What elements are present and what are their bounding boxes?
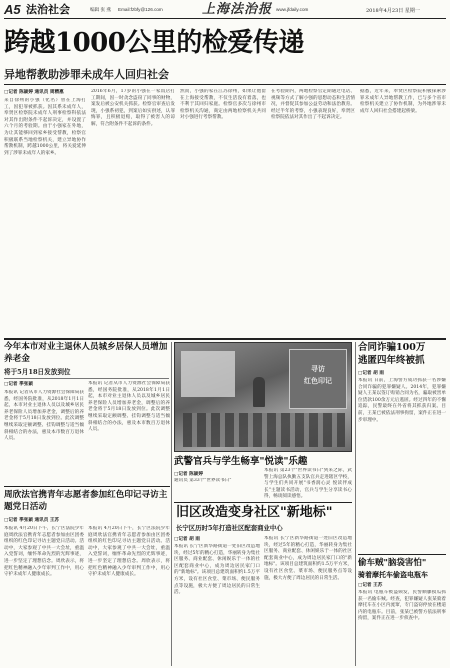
community-title: 旧区改造变身社区"新地标" — [176, 505, 333, 520]
poster-text-1: 寻访 — [311, 364, 325, 373]
juvenile-text-2: 本报讯 4月20日下午，长宁区法院少年庭周欣法官携青年志愿者参加由区团委组织的红色印记寻访主题党日活动。活动中，大家参观了中共一大会址，重温入党誓词，缅怀革命先烈的光辉事迹，进一步坚定了理想信念。周欣表示，将把红色精神融入少年审判工作中，用心守护未成年人健康成长。 — [88, 526, 170, 578]
audience-rows — [183, 413, 345, 447]
issue-date: 2018年4月23日 星期一 — [366, 8, 420, 14]
lead-title: 跨越1000公里的检爱传递 — [4, 28, 304, 58]
left-divider — [4, 486, 170, 487]
poster-text-2: 红色印记 — [304, 376, 332, 385]
motorbike-title: 偷车贼"脑袋害怕" — [358, 558, 427, 568]
newspaper-logo: 上海法治报 — [202, 2, 273, 17]
community-subtitle: 长宁区历时5年打造社区配套商业中心 — [176, 524, 283, 532]
motorbike-title-2: 骑着摩托车偷盗电瓶车 — [358, 570, 428, 579]
police-title: 武警官兵与学生畅享"悦读"乐趣 — [174, 456, 308, 467]
elderly-title: 今年本市对业主退休人员城乡居保人员增加养老金 — [4, 342, 168, 364]
motorbike-text: 本报讯 电瓶车被盗频发，民警顺藤摸瓜抓获一名偷车贼。经查，犯罪嫌疑人张某骑着摩托车在小区内流窜，专门盗窃停放在楼道内的电瓶车。目前，张某已被警方依法刑事拘留，案件正在进一步侦查中。 — [358, 590, 446, 622]
police-byline: □记者 陈颖婷 — [174, 472, 203, 477]
projector-screen — [181, 351, 235, 397]
community-byline: □记者 胡 雨 — [174, 537, 200, 542]
juvenile-title: 周欣法官携青年志愿者参加红色印记寻访主题党日活动 — [4, 490, 168, 512]
lead-column-2: 2016年6月，17岁的小强在一家饭店打工期间，因一时贪念盗窃了同事的财物，案发后被公安机关抓获。检察官审查后发现，小强系初犯，到案后如实供述，认罪悔罪，且积极退赔，取得了被害人的谅解，符合附条件不起诉的条件。 — [91, 89, 175, 127]
lead-column-5: 据悉，近年来，奉贤区检察院积极探索涉罪未成年人异地帮教工作，已与多个省市检察机关建立了协作机制，为外地涉罪未成年人回归社会搭建起桥梁。 — [360, 89, 446, 114]
juvenile-byline: □记者 季张颖 通讯员 王苏 — [4, 518, 60, 523]
community-text-2: 本报讯 长宁区新华路街道一处旧区改造地块，经过5年的精心打造，华丽转身为集社区服务、商业配套、休闲娱乐于一体的社区配套商业中心，成为周边居民家门口的"新地标"。该项目总建筑面积约1.5万平方米，设有社区食堂、菜市场、便民服务点等设施，极大方便了周边居民的日常生活。 — [264, 536, 352, 581]
lead-byline: □记者 陈颖婷 通讯员 周精惠 — [4, 90, 64, 95]
column-rule-left — [171, 342, 172, 666]
right-divider — [358, 554, 446, 555]
contract-byline: □记者 胡 雨 — [358, 371, 384, 376]
page-code: A5 — [4, 2, 21, 17]
lead-column-3: 然而，小强的家在江苏徐州，如果让他留在上海接受帮教，不仅生活没有着落，也不利于其回归家庭。检察官多次与徐州市检察机关沟通，商定由两地检察机关共同对小强进行考察帮教。 — [180, 89, 266, 121]
motorbike-byline: □记者 王苏 — [358, 583, 383, 588]
lead-headline — [4, 28, 446, 65]
lead-column-4: 在考验期内，两地检察官定期通过电话、视频等方式了解小强的思想动态和生活情况，并督促其参加公益劳动和法治教育。经过半年的考察，小强表现良好，奉贤区检察院依法对其作出了不起诉决定。 — [271, 89, 355, 121]
police-text-2: 本报讯 第23个"世界读书日"到来之际，武警上海总队执勤五支队官兵走进辖区学校，与学生们共同开展"书香润心灵 悦读伴成长"主题读书活动，官兵与学生分享读书心得，畅谈阅读感悟。 — [264, 468, 352, 500]
lead-column-1: 来自徐州的小强（化名）曾在上海打工，因犯罪被抓获。因其系未成年人，奉贤区检察院未成年人刑事检察科依法对其作出附条件不起诉决定，并设置了六个月的考验期。由于小强家在外地，为让其能够回到家乡接受帮教，检察官积极联系当地检察机关，建立异地协作帮教机制，跨越1000公里，将关爱延伸到了涉罪未成年人的家乡。 — [4, 98, 86, 156]
website-url: www.jfdaily.com — [276, 7, 309, 12]
elderly-byline: □记者 季张颖 — [4, 382, 33, 387]
classroom-photo — [174, 342, 352, 452]
column-rule-right — [355, 342, 356, 666]
editor-credit: 编辑 张 燕 — [90, 7, 111, 12]
middle-divider — [174, 502, 352, 503]
elderly-rule — [4, 378, 169, 379]
elderly-subtitle: 将于5月18日发放到位 — [4, 368, 71, 376]
community-text-1: 本报讯 长宁区新华路街道一处旧区改造地块，经过5年的精心打造，华丽转身为集社区服务、商业配套、休闲娱乐于一体的社区配套商业中心，成为周边居民家门口的"新地标"。该项目总建筑面积约1.5万平方米，设有社区食堂、菜市场、便民服务点等设施，极大方便了周边居民的日常生活。 — [174, 544, 260, 596]
juvenile-text-1: 本报讯 4月20日下午，长宁区法院少年庭周欣法官携青年志愿者参加由区团委组织的红色印记寻访主题党日活动。活动中，大家参观了中共一大会址，重温入党誓词，缅怀革命先烈的光辉事迹，进一步坚定了理想信念。周欣表示，将把红色精神融入少年审判工作中，用心守护未成年人健康成长。 — [4, 526, 84, 578]
contract-title-2: 逃匿四年终被抓 — [358, 355, 425, 366]
photo-poster — [289, 349, 347, 409]
police-text-1: 通讯员 第33个"世界读书日" — [174, 478, 232, 483]
masthead — [4, 2, 446, 19]
editor-email: Email:fzbfy@126.com — [118, 7, 163, 12]
lead-rule — [4, 84, 446, 85]
elderly-text-2: 本报讯 记者从市人力资源社会保障局获悉，经国务院批准，从2018年1月1日起，本市对业主退休人员以及城乡居民养老保险人员增加养老金，调整后的养老金将于5月18日发放到位。此次调整继续采取定额调整、挂钩调整与适当倾斜相结合的办法，惠及本市数百万退休人员。 — [88, 381, 170, 433]
lead-subtitle: 异地帮教助涉罪未成年人回归社会 — [4, 68, 169, 81]
contract-text: 本报讯 日前，上海警方成功抓获一名涉嫌合同诈骗的犯罪嫌疑人。2014年，犯罪嫌疑人王某以签订购销合同为名，骗取被害单位货款100余万元后逃匿。经过四年的不懈追踪，民警最终在外省将其抓获归案。目前，王某已被依法刑事拘留，案件正在进一步审理中。 — [358, 378, 446, 423]
section-title: 法治社会 — [26, 3, 70, 16]
speaker-figure — [253, 377, 265, 407]
section-divider — [4, 338, 446, 340]
elderly-text-1: 本报讯 记者从市人力资源社会保障局获悉，经国务院批准，从2018年1月1日起，本市对业主退休人员以及城乡居民养老保险人员增加养老金，调整后的养老金将于5月18日发放到位。此次调整继续采取定额调整、挂钩调整与适当倾斜相结合的办法，惠及本市数百万退休人员。 — [4, 390, 84, 442]
contract-title: 合同诈骗100万 — [358, 342, 426, 353]
